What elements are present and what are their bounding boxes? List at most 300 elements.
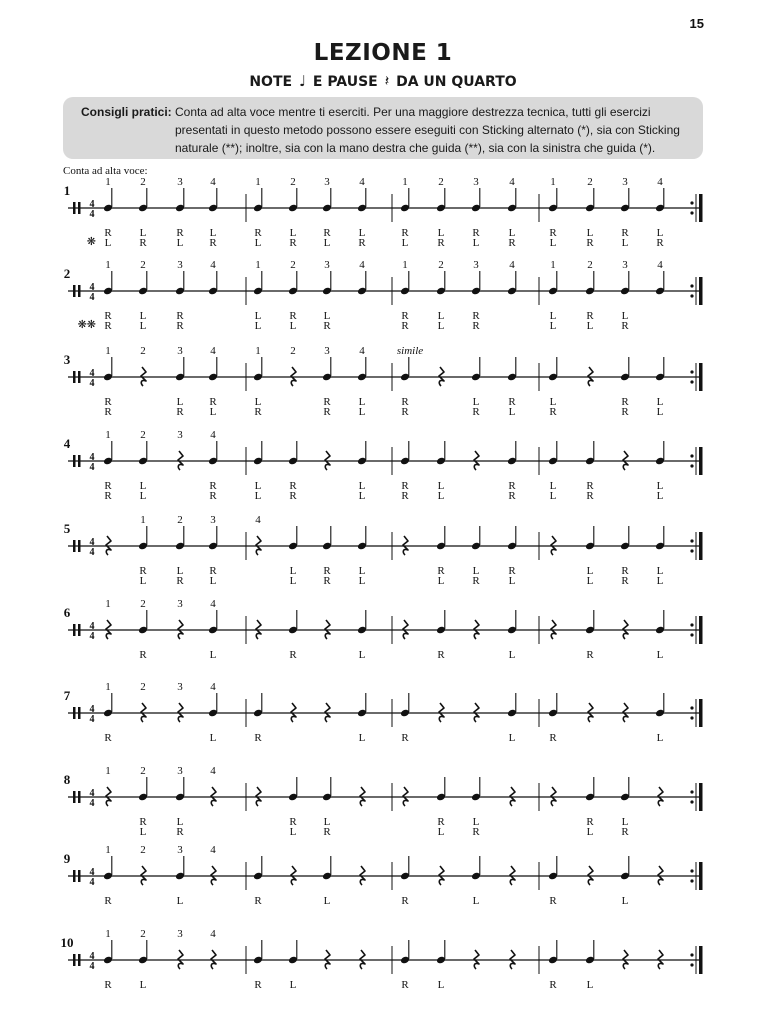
time-signature: 4 [89, 368, 95, 379]
beat-count: 4 [210, 844, 216, 856]
beat-count: 3 [324, 259, 330, 271]
exercise-number: 10 [60, 935, 74, 950]
sticking-letter: R [104, 490, 112, 502]
sticking-letter: R [104, 396, 112, 408]
sticking-letter: L [437, 826, 445, 838]
repeat-dot [690, 380, 693, 383]
sticking-letter: R [472, 575, 480, 587]
beat-count: 2 [290, 259, 296, 271]
time-signature: 4 [89, 209, 95, 220]
sticking-letter: L [358, 732, 366, 744]
sticking-letter: L [289, 565, 297, 577]
beat-count: 4 [509, 176, 515, 188]
sticking-letter: R [401, 396, 409, 408]
beat-count: 3 [177, 765, 183, 777]
sticking-letter: L [176, 565, 184, 577]
beat-count: 3 [473, 176, 479, 188]
sticking-letter: R [401, 320, 409, 332]
sticking-letter: R [401, 895, 409, 907]
percussion-clef [73, 455, 76, 467]
sticking-letter: L [656, 227, 664, 239]
beat-count: 2 [587, 259, 593, 271]
sticking-letter: L [254, 480, 262, 492]
time-signature: 4 [89, 292, 95, 303]
tips-label: Consigli pratici: [81, 105, 172, 119]
beat-count: 2 [140, 345, 146, 357]
sticking-letter: R [586, 480, 594, 492]
sticking-letter: R [549, 979, 557, 991]
sticking-letter: R [508, 490, 516, 502]
sticking-letter: R [176, 406, 184, 418]
sticking-letter: L [139, 826, 147, 838]
beat-count: 1 [255, 345, 261, 357]
sticking-letter: L [254, 490, 262, 502]
beat-count: 4 [210, 176, 216, 188]
sticking-letter: L [139, 480, 147, 492]
final-bar-line [699, 447, 703, 475]
exercise-number: 7 [63, 688, 71, 703]
beat-count: 2 [140, 928, 146, 940]
percussion-clef [78, 624, 81, 636]
beat-count: 2 [290, 345, 296, 357]
beat-count: 1 [402, 176, 408, 188]
sticking-letter: R [549, 732, 557, 744]
sticking-letter: L [586, 565, 594, 577]
final-bar-line [699, 194, 703, 222]
page-title: LEZIONE 1 [313, 40, 453, 66]
sticking-letter: L [549, 320, 557, 332]
percussion-clef [73, 870, 76, 882]
sticking-letter: L [586, 320, 594, 332]
sticking-letter: R [254, 406, 262, 418]
percussion-clef [73, 707, 76, 719]
sticking-letter: L [323, 816, 331, 828]
quarter-rest-icon: 𝄽 [384, 72, 390, 90]
repeat-dot [690, 623, 693, 626]
exercise-number: 1 [63, 183, 71, 198]
sticking-letter: R [289, 480, 297, 492]
sticking-letter: R [586, 490, 594, 502]
beat-count: 2 [140, 259, 146, 271]
sticking-letter: R [621, 565, 629, 577]
beat-count: 4 [210, 345, 216, 357]
sticking-letter: R [401, 480, 409, 492]
beat-count: 3 [473, 259, 479, 271]
sticking-letter: L [139, 490, 147, 502]
sticking-letter: L [139, 310, 147, 322]
sticking-letter: R [289, 490, 297, 502]
beat-count: 3 [324, 345, 330, 357]
count-aloud-label: Conta ad alta voce: [63, 165, 148, 177]
exercise-number: 3 [63, 352, 71, 367]
exercise-number: 8 [63, 772, 71, 787]
sticking-letter: R [104, 480, 112, 492]
percussion-clef [78, 202, 81, 214]
percussion-clef [78, 791, 81, 803]
sticking-letter: R [323, 227, 331, 239]
sticking-letter: L [508, 649, 516, 661]
sticking-letter: R [549, 895, 557, 907]
time-signature: 4 [89, 788, 95, 799]
percussion-clef [73, 285, 76, 297]
repeat-dot [690, 800, 693, 803]
sticking-letter: L [358, 575, 366, 587]
sticking-letter: R [472, 826, 480, 838]
final-bar-line [699, 532, 703, 560]
sticking-letter: L [289, 227, 297, 239]
final-bar-line [699, 277, 703, 305]
sticking-letter: R [472, 227, 480, 239]
beat-count: 1 [105, 259, 111, 271]
sticking-letter: R [139, 649, 147, 661]
sticking-letter: R [209, 490, 217, 502]
repeat-dot [690, 549, 693, 552]
sticking-letter: L [549, 396, 557, 408]
subtitle-suffix: DA UN QUARTO [396, 74, 517, 90]
beat-count: 4 [210, 681, 216, 693]
repeat-dot [690, 201, 693, 204]
beat-count: 2 [177, 514, 183, 526]
sticking-letter: R [508, 480, 516, 492]
beat-count: 2 [438, 176, 444, 188]
sticking-letter: L [254, 320, 262, 332]
repeat-dot [690, 953, 693, 956]
sticking-letter: L [437, 310, 445, 322]
sticking-letter: R [323, 575, 331, 587]
percussion-clef [78, 707, 81, 719]
sticking-letter: L [323, 895, 331, 907]
percussion-clef [78, 371, 81, 383]
beat-count: 1 [255, 176, 261, 188]
beat-count: 2 [140, 429, 146, 441]
sticking-letter: L [656, 406, 664, 418]
beat-count: 3 [177, 844, 183, 856]
sticking-letter: R [656, 237, 664, 249]
sticking-letter: L [437, 480, 445, 492]
sticking-letter: R [437, 816, 445, 828]
beat-count: 3 [177, 681, 183, 693]
percussion-clef [78, 540, 81, 552]
exercise-number: 5 [63, 521, 71, 536]
tips-text: Conta ad alta voce mentre ti eserciti. Per una maggiore destrezza tecnica, tutti gli esercizi presentati in questo metodo possono essere eseguiti con Sticking alternato (*), sia con Sticking naturale (**); inoltre, sia con la mano destra che guida (**), sia con la sinistra che guida (*). [175, 105, 680, 155]
beat-count: 1 [105, 844, 111, 856]
repeat-dot [690, 370, 693, 373]
time-signature: 4 [89, 961, 95, 972]
sticking-letter: R [139, 237, 147, 249]
subtitle-middle: E PAUSE [312, 74, 378, 90]
percussion-clef [78, 954, 81, 966]
beat-count: 3 [210, 514, 216, 526]
sticking-letter: R [472, 320, 480, 332]
sticking-letter: R [176, 826, 184, 838]
sticking-letter: L [508, 732, 516, 744]
sticking-letter: L [358, 406, 366, 418]
time-signature: 4 [89, 547, 95, 558]
sticking-letter: L [656, 396, 664, 408]
sticking-letter: L [437, 320, 445, 332]
beat-count: 3 [177, 259, 183, 271]
beat-count: 3 [177, 176, 183, 188]
beat-count: 4 [210, 928, 216, 940]
sticking-letter: L [472, 895, 480, 907]
beat-count: 4 [359, 176, 365, 188]
sticking-letter: R [176, 575, 184, 587]
sticking-marker-icon: ❋ [86, 235, 96, 248]
repeat-dot [690, 211, 693, 214]
sticking-letter: R [437, 565, 445, 577]
sticking-letter: R [401, 979, 409, 991]
sticking-letter: L [176, 895, 184, 907]
beat-count: 2 [140, 844, 146, 856]
sticking-letter: L [508, 575, 516, 587]
beat-count: 3 [622, 259, 628, 271]
sticking-letter: L [656, 732, 664, 744]
beat-count: 2 [140, 681, 146, 693]
sticking-letter: R [358, 237, 366, 249]
sticking-letter: L [358, 565, 366, 577]
sticking-letter: L [549, 237, 557, 249]
beat-count: 4 [210, 429, 216, 441]
sticking-letter: L [549, 480, 557, 492]
sticking-letter: R [323, 396, 331, 408]
beat-count: 4 [657, 176, 663, 188]
repeat-dot [690, 716, 693, 719]
sticking-letter: R [104, 406, 112, 418]
sticking-letter: L [358, 396, 366, 408]
sticking-letter: R [104, 895, 112, 907]
sticking-letter: R [254, 895, 262, 907]
beat-count: 4 [210, 598, 216, 610]
sticking-letter: L [358, 490, 366, 502]
sticking-letter: L [289, 979, 297, 991]
sticking-letter: L [472, 396, 480, 408]
sticking-letter: L [254, 237, 262, 249]
sticking-letter: R [586, 649, 594, 661]
time-signature: 4 [89, 378, 95, 389]
sticking-letter: L [176, 237, 184, 249]
sticking-letter: R [104, 979, 112, 991]
sticking-letter: L [621, 237, 629, 249]
percussion-clef [73, 371, 76, 383]
sticking-letter: R [508, 237, 516, 249]
sticking-letter: R [508, 396, 516, 408]
sticking-letter: R [401, 227, 409, 239]
repeat-dot [690, 879, 693, 882]
sticking-letter: R [323, 406, 331, 418]
sticking-letter: L [656, 490, 664, 502]
percussion-clef [78, 285, 81, 297]
sticking-letter: R [621, 406, 629, 418]
beat-count: 2 [140, 765, 146, 777]
beat-count: 2 [140, 176, 146, 188]
sticking-letter: L [621, 310, 629, 322]
sticking-letter: R [176, 310, 184, 322]
beat-count: 1 [105, 345, 111, 357]
sticking-letter: R [289, 649, 297, 661]
sticking-letter: R [621, 826, 629, 838]
sticking-letter: R [209, 565, 217, 577]
sticking-letter: R [104, 227, 112, 239]
beat-count: 1 [402, 259, 408, 271]
time-signature: 4 [89, 867, 95, 878]
repeat-dot [690, 963, 693, 966]
sticking-letter: L [586, 227, 594, 239]
sticking-letter: L [586, 575, 594, 587]
beat-count: 4 [509, 259, 515, 271]
final-bar-line [699, 946, 703, 974]
sticking-letter: L [656, 649, 664, 661]
sticking-letter: L [437, 575, 445, 587]
sticking-letter: R [254, 227, 262, 239]
sticking-letter: L [209, 649, 217, 661]
sticking-letter: L [139, 227, 147, 239]
sticking-letter: R [254, 979, 262, 991]
sticking-letter: L [549, 490, 557, 502]
quarter-note-icon: ♩ [298, 72, 307, 90]
beat-count: 3 [177, 429, 183, 441]
final-bar-line [699, 363, 703, 391]
beat-count: 4 [359, 259, 365, 271]
sticking-letter: L [508, 406, 516, 418]
time-signature: 4 [89, 199, 95, 210]
time-signature: 4 [89, 462, 95, 473]
sticking-letter: L [508, 227, 516, 239]
beat-count: 4 [657, 259, 663, 271]
sticking-letter: L [323, 237, 331, 249]
sticking-letter: R [139, 816, 147, 828]
time-signature: 4 [89, 798, 95, 809]
sticking-letter: R [472, 406, 480, 418]
time-signature: 4 [89, 877, 95, 888]
sticking-letter: R [437, 649, 445, 661]
beat-count: 2 [438, 259, 444, 271]
beat-count: 4 [210, 259, 216, 271]
final-bar-line [699, 699, 703, 727]
sticking-letter: L [323, 310, 331, 322]
sticking-letter: R [621, 227, 629, 239]
sticking-letter: L [472, 816, 480, 828]
sticking-letter: R [289, 816, 297, 828]
sticking-letter: L [139, 575, 147, 587]
sticking-letter: L [104, 237, 112, 249]
sticking-letter: R [289, 237, 297, 249]
beat-count: 1 [105, 928, 111, 940]
repeat-dot [690, 633, 693, 636]
beat-count: 1 [140, 514, 146, 526]
time-signature: 4 [89, 631, 95, 642]
sticking-letter: R [549, 406, 557, 418]
sticking-letter: R [401, 310, 409, 322]
sticking-letter: R [586, 816, 594, 828]
subtitle-prefix: NOTE [249, 74, 293, 90]
sticking-letter: L [656, 565, 664, 577]
beat-count: 4 [255, 514, 261, 526]
beat-count: 2 [290, 176, 296, 188]
sticking-letter: R [437, 237, 445, 249]
percussion-clef [73, 624, 76, 636]
sticking-marker-icon: ❋❋ [77, 318, 96, 331]
exercise-number: 4 [63, 436, 71, 451]
beat-count: 1 [550, 259, 556, 271]
sticking-letter: L [621, 895, 629, 907]
sticking-letter: L [209, 406, 217, 418]
beat-count: 2 [587, 176, 593, 188]
repeat-dot [690, 706, 693, 709]
sticking-letter: L [656, 575, 664, 587]
beat-count: 1 [105, 429, 111, 441]
sticking-letter: L [358, 649, 366, 661]
repeat-dot [690, 464, 693, 467]
time-signature: 4 [89, 282, 95, 293]
sticking-letter: R [176, 320, 184, 332]
sticking-letter: R [586, 237, 594, 249]
sticking-letter: L [139, 320, 147, 332]
percussion-clef [73, 540, 76, 552]
sticking-letter: R [508, 565, 516, 577]
sticking-letter: R [209, 237, 217, 249]
sticking-letter: R [621, 575, 629, 587]
sticking-letter: L [254, 310, 262, 322]
sticking-letter: L [656, 480, 664, 492]
sticking-letter: R [323, 320, 331, 332]
sticking-letter: L [209, 575, 217, 587]
percussion-clef [73, 954, 76, 966]
sticking-letter: R [104, 310, 112, 322]
sticking-letter: R [401, 490, 409, 502]
sticking-letter: R [401, 406, 409, 418]
sticking-letter: L [549, 310, 557, 322]
beat-count: 1 [255, 259, 261, 271]
page-number: 15 [689, 16, 704, 31]
sticking-letter: L [621, 816, 629, 828]
beat-count: 4 [210, 765, 216, 777]
sticking-letter: L [586, 979, 594, 991]
beat-count: 1 [105, 176, 111, 188]
sticking-letter: L [401, 237, 409, 249]
beat-count: 4 [359, 345, 365, 357]
sticking-letter: R [139, 565, 147, 577]
exercise-number: 9 [63, 851, 71, 866]
sticking-letter: L [437, 490, 445, 502]
percussion-clef [73, 791, 76, 803]
beat-count: 3 [324, 176, 330, 188]
percussion-clef [78, 455, 81, 467]
sticking-letter: R [176, 227, 184, 239]
sticking-letter: L [358, 480, 366, 492]
beat-count: 3 [177, 928, 183, 940]
repeat-dot [690, 790, 693, 793]
percussion-clef [78, 870, 81, 882]
sticking-letter: L [472, 565, 480, 577]
time-signature: 4 [89, 704, 95, 715]
time-signature: 4 [89, 621, 95, 632]
beat-count: 3 [622, 176, 628, 188]
sticking-letter: L [254, 396, 262, 408]
beat-count: 1 [105, 765, 111, 777]
sticking-letter: L [176, 396, 184, 408]
sticking-letter: L [358, 227, 366, 239]
sticking-letter: L [289, 320, 297, 332]
beat-count: 1 [105, 598, 111, 610]
percussion-clef [73, 202, 76, 214]
exercise-number: 2 [63, 266, 71, 281]
beat-count: 3 [177, 345, 183, 357]
sticking-letter: R [323, 565, 331, 577]
repeat-dot [690, 454, 693, 457]
time-signature: 4 [89, 452, 95, 463]
sticking-letter: R [104, 320, 112, 332]
sticking-letter: L [209, 732, 217, 744]
